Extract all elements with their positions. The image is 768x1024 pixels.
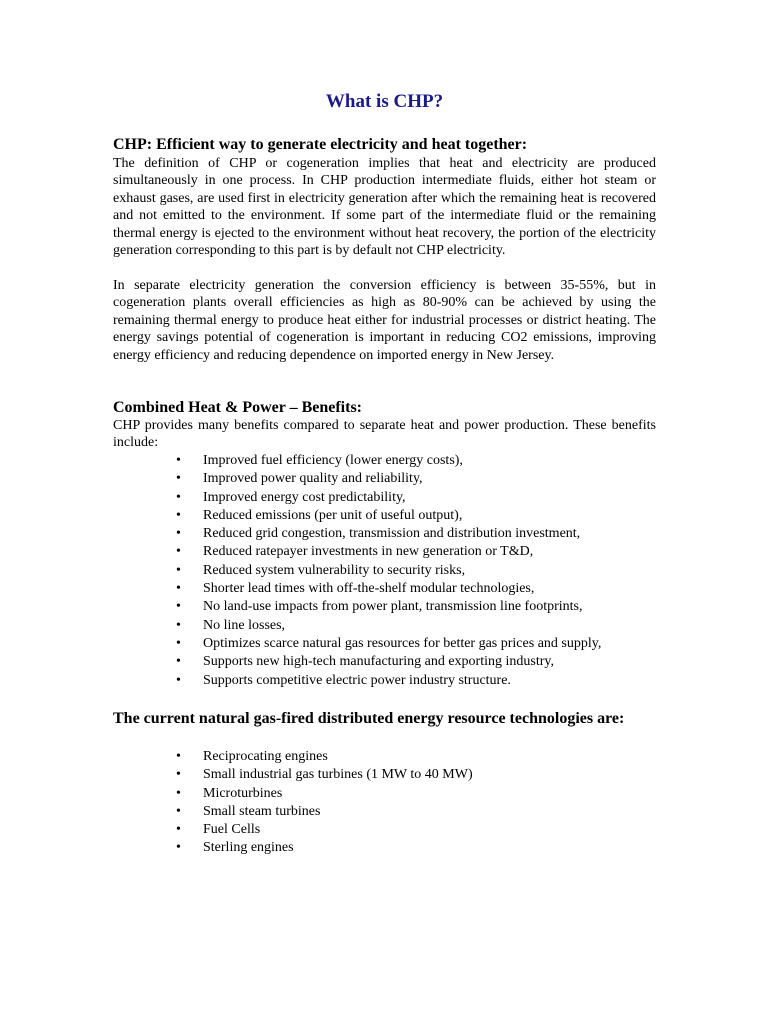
bullet-icon: •: [176, 654, 181, 670]
list-item-text: Reduced system vulnerability to security risks,: [203, 562, 466, 578]
bullet-icon: •: [176, 785, 181, 801]
bullet-icon: •: [176, 749, 181, 764]
bullet-icon: •: [176, 562, 181, 578]
list-item: [113, 562, 656, 580]
list-item-text: Reduced emissions (per unit of useful output),: [203, 507, 463, 523]
bullet-icon: •: [176, 544, 181, 560]
bullet-icon: •: [176, 581, 181, 597]
benefits-list: [113, 452, 656, 690]
list-item: [113, 635, 656, 653]
list-item: [113, 748, 656, 766]
bullet-icon: •: [176, 453, 181, 468]
list-item-text: Reduced ratepayer investments in new generation or T&D,: [203, 544, 534, 560]
list-item: [113, 653, 656, 671]
bullet-icon: •: [176, 767, 181, 783]
list-item-text: Small steam turbines: [203, 803, 321, 819]
list-item: [113, 803, 656, 821]
bullet-icon: •: [176, 599, 181, 615]
list-item-text: Supports competitive electric power industry structure.: [203, 672, 511, 688]
section-heading-benefits: Combined Heat & Power – Benefits:: [113, 399, 362, 416]
list-item: [113, 525, 656, 543]
list-item-text: Shorter lead times with off-the-shelf modular technologies,: [203, 581, 535, 597]
bullet-icon: •: [176, 803, 181, 819]
list-item-text: Improved fuel efficiency (lower energy costs),: [203, 453, 463, 468]
list-item-text: Optimizes scarce natural gas resources for better gas prices and supply,: [203, 635, 602, 651]
bullet-icon: •: [176, 840, 181, 856]
list-item: [113, 470, 656, 488]
list-item-text: Supports new high-tech manufacturing and exporting industry,: [203, 654, 554, 670]
list-item-text: Reduced grid congestion, transmission and distribution investment,: [203, 526, 581, 542]
list-item-text: Fuel Cells: [203, 822, 261, 838]
bullet-icon: •: [176, 507, 181, 523]
list-item-text: Improved energy cost predictability,: [203, 489, 406, 505]
bullet-icon: •: [176, 822, 181, 838]
list-item: [113, 766, 656, 784]
bullet-icon: •: [176, 672, 181, 688]
bullet-icon: •: [176, 489, 181, 505]
paragraph-chp-definition: The definition of CHP or cogeneration implies that heat and electricity are produced simultaneously in one process. In CHP production intermediate fluids, either hot steam or exhaust gases, are used first in electricity generation after which the remaining heat is recovered and not emitted to the environment. If some part of the intermediate fluid or the remaining thermal energy is ejected to the environment without heat recovery, the portion of the electricity generation corresponding to this part is by default not CHP electricity.: [113, 156, 656, 259]
page-title: What is CHP?: [325, 91, 444, 112]
section-heading-chp-efficient: CHP: Efficient way to generate electricity and heat together:: [113, 136, 528, 153]
list-item: [113, 580, 656, 598]
list-item: [113, 821, 656, 839]
section-heading-technologies: The current natural gas-fired distributed energy resource technologies are:: [113, 710, 625, 727]
list-item: [113, 452, 656, 470]
list-item: [113, 839, 656, 857]
list-item: [113, 489, 656, 507]
list-item: [113, 785, 656, 803]
list-item: [113, 598, 656, 616]
bullet-icon: •: [176, 526, 181, 542]
bullet-icon: •: [176, 617, 181, 633]
list-item: [113, 543, 656, 561]
list-item: [113, 672, 656, 690]
list-item-text: Sterling engines: [203, 840, 294, 856]
paragraph-benefits-intro: CHP provides many benefits compared to separate heat and power production. These benefits include:: [113, 418, 656, 451]
list-item: [113, 507, 656, 525]
list-item-text: Reciprocating engines: [203, 749, 328, 764]
paragraph-chp-efficiency: In separate electricity generation the conversion efficiency is between 35-55%, but in cogeneration plants overall efficiencies as high as 80-90% can be achieved by using the remaining thermal energy to produce heat either for industrial processes or district heating. The energy savings potential of cogeneration is important in reducing CO2 emissions, improving energy efficiency and reducing dependence on imported energy in New Jersey.: [113, 278, 656, 363]
list-item-text: Small industrial gas turbines (1 MW to 40 MW): [203, 767, 473, 783]
list-item-text: No line losses,: [203, 617, 286, 633]
list-item-text: Improved power quality and reliability,: [203, 471, 423, 487]
list-item-text: No land-use impacts from power plant, transmission line footprints,: [203, 599, 583, 615]
list-item: [113, 617, 656, 635]
bullet-icon: •: [176, 635, 181, 651]
technologies-list: [113, 748, 656, 858]
bullet-icon: •: [176, 471, 181, 487]
list-item-text: Microturbines: [203, 785, 283, 801]
